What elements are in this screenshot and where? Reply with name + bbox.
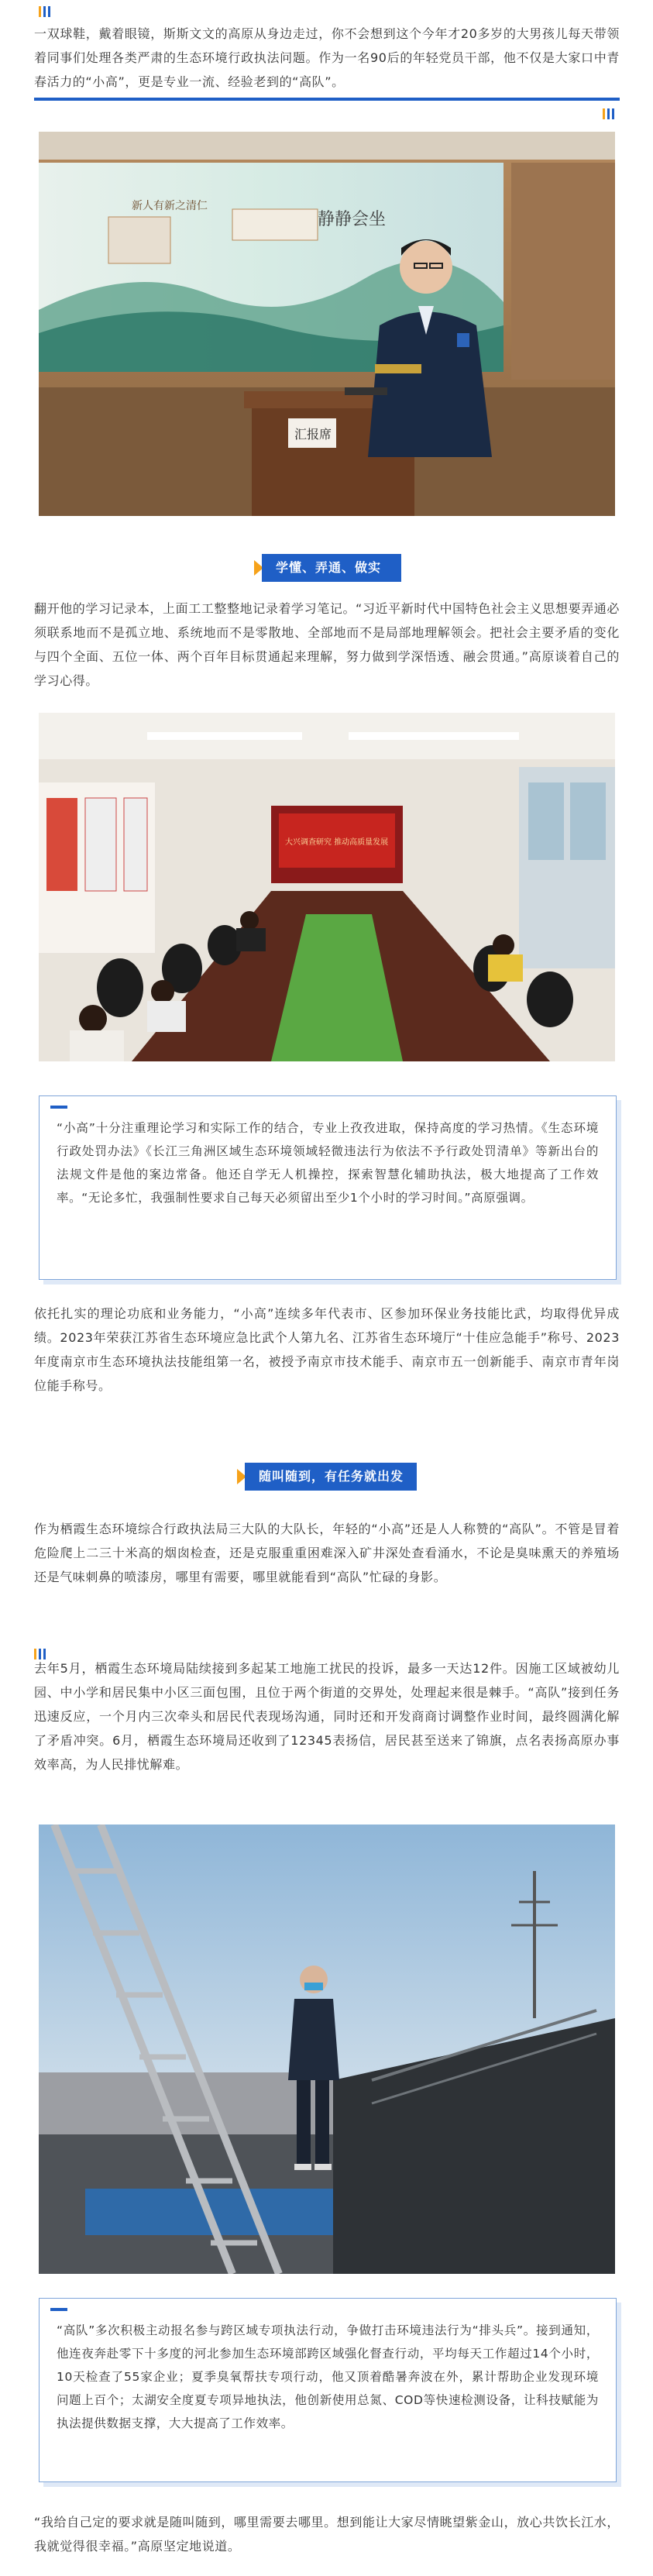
- closing-paragraph: “我给自己定的要求就是随叫随到，哪里需要去哪里。想到能让大家尽情眺望紫金山，放心共饮长江水，我就觉得很幸福。”高原坚定地说道。: [34, 2515, 620, 2554]
- study-notes-paragraph: 翻开他的学习记录本，上面工工整整地记录着学习笔记。“习近平新时代中国特色社会主义思想要弄通必须联系地而不是孤立地、系统地而不是零散地、全部地而不是局部地理解领会。把社会主要矛盾的变化与四个全面、五位一体、两个百年目标贯通起来理解，努力做到学深悟透、融会贯通。”高原谈着自己的学习心得。: [34, 601, 620, 688]
- meeting-screen-text: 大兴调查研究 推动高质量发展: [285, 838, 389, 847]
- quote-box-special-enforcement: [39, 2298, 617, 2482]
- photo-speaker-at-podium: [39, 132, 615, 516]
- quote-box-learning: [39, 1095, 617, 1280]
- mural-calligraphy: 静静会坐: [318, 210, 387, 229]
- top-stripes-decoration: [39, 6, 50, 17]
- right-stripes-decoration: [603, 108, 614, 119]
- section-heading-on-call: [237, 1463, 415, 1491]
- photo-meeting-room: [39, 713, 615, 1061]
- section-title: 学懂、弄通、做实: [276, 560, 382, 575]
- complaint-case-paragraph: 去年5月，栖霞生态环境局陆续接到多起某工地施工扰民的投诉，最多一天达12件。因施工区域被幼儿园、中小学和居民集中小区三面包围，且位于两个街道的交界处，处理起来很是棘手。“高队”接到任务迅速反应，一个月内三次牵头和居民代表现场沟通，同时还和开发商商讨调整作业时间，最终圆满化解了矛盾冲突。6月，栖霞生态环境局还收到了12345表扬信，居民甚至送来了锦旗，点名表扬高原办事效率高，为人民排忧解难。: [34, 1661, 620, 1772]
- quote-corner-mark: [50, 2308, 67, 2311]
- section-title: 随叫随到，有任务就出发: [259, 1469, 404, 1484]
- awards-paragraph: 依托扎实的理论功底和业务能力，“小高”连续多年代表市、区参加环保业务技能比武，均取得优异成绩。2023年荣获江苏省生态环境应急比武个人第九名、江苏省生态环境厅“十佳应急能手”称号、2023年度南京市生态环境执法技能组第一名，被授予南京市技术能手、南京市五一创新能手、南京市青年岗位能手称号。: [34, 1306, 620, 1393]
- podium-sign: 汇报席: [294, 427, 332, 442]
- team-leader-paragraph: 作为栖霞生态环境综合行政执法局三大队的大队长，年轻的“小高”还是人人称赞的“高队”。不管是冒着危险爬上二三十米高的烟囱检查，还是克服重重困难深入矿井深处查看涌水，不论是臭味熏天的养殖场还是气味刺鼻的喷漆房，哪里有需要，哪里就能看到“高队”忙碌的身影。: [34, 1522, 620, 1584]
- quote-corner-mark: [50, 1106, 67, 1109]
- intro-underline: [34, 98, 620, 101]
- quote-text: “高队”多次积极主动报名参与跨区域专项执法行动，争做打击环境违法行为“排头兵”。接到通知，他连夜奔赴零下十多度的河北参加生态环境部跨区域强化督查行动，平均每天工作超过14个小时，10天检查了55家企业；夏季臭氧帮扶专项行动，他又顶着酷暑奔波在外，累计帮助企业发现环境问题上百个；太湖安全度夏专项异地执法，他创新使用总氮、COD等快速检测设备，让科技赋能为执法提供数据支撑，大大提高了工作效率。: [57, 2323, 599, 2430]
- quote-text: “小高”十分注重理论学习和实际工作的结合，专业上孜孜进取，保持高度的学习热情。《生态环境行政处罚办法》《长江三角洲区域生态环境领域轻微违法行为依法不予行政处罚清单》等新出台的法规文件是他的案边常备。他还自学无人机操控，探索智慧化辅助执法，极大地提高了工作效率。“无论多忙，我强制性要求自己每天必须留出至少1个小时的学习时间。”高原强调。: [57, 1121, 599, 1205]
- intro-paragraph: 一双球鞋，戴着眼镜，斯斯文文的高原从身边走过，你不会想到这个今年才20多岁的大男孩儿每天带领着同事们处理各类严肃的生态环境行政执法问题。作为一名90后的年轻党员干部，他不仅是大家口中青春活力的“小高”，更是专业一流、经验老到的“高队”。: [34, 26, 620, 89]
- photo-rooftop-inspection: [39, 1825, 615, 2274]
- section-heading-study: [254, 554, 401, 582]
- mural-caption: 新人有新之清仁: [132, 200, 208, 212]
